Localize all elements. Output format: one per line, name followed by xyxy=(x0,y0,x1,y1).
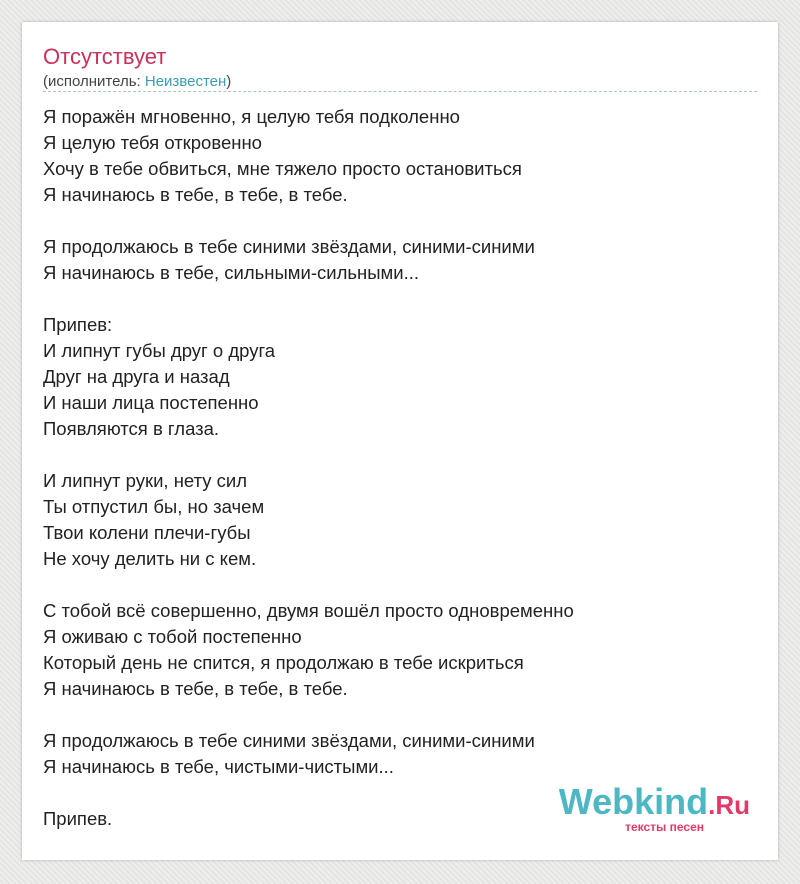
lyric-line: Я начинаюсь в тебе, чистыми-чистыми... xyxy=(43,756,394,777)
lyric-line: Я поражён мгновенно, я целую тебя подколенно xyxy=(43,106,460,127)
lyric-line: Хочу в тебе обвиться, мне тяжело просто остановиться xyxy=(43,158,522,179)
lyric-line: Ты отпустил бы, но зачем xyxy=(43,496,265,517)
lyric-line: Не хочу делить ни с кем. xyxy=(43,548,257,569)
logo-main-text: Webkind xyxy=(558,781,709,822)
lyrics-stanza xyxy=(43,234,757,286)
lyric-line: Появляются в глаза. xyxy=(43,418,220,439)
lyrics-stanza xyxy=(43,468,757,572)
lyric-line: Я начинаюсь в тебе, в тебе, в тебе. xyxy=(43,678,348,699)
lyric-line: И наши лица постепенно xyxy=(43,392,259,413)
song-header xyxy=(43,43,757,92)
song-title: Отсутствует xyxy=(43,44,167,69)
lyrics-stanza xyxy=(43,598,757,702)
lyric-line: Который день не спится, я продолжаю в тебе искриться xyxy=(43,652,524,673)
lyric-line: Я продолжаюсь в тебе синими звёздами, синими-синими xyxy=(43,730,535,751)
artist-link[interactable]: Неизвестен xyxy=(144,73,227,90)
lyric-line: Я оживаю с тобой постепенно xyxy=(43,626,302,647)
artist-prefix: (исполнитель: xyxy=(43,73,145,90)
lyrics-card xyxy=(22,22,778,860)
lyrics-stanza xyxy=(43,728,757,780)
lyric-line: И липнут руки, нету сил xyxy=(43,470,248,491)
logo-tagline: тексты песен xyxy=(625,820,704,834)
logo-suffix-text: .Ru xyxy=(708,790,750,820)
lyric-line: Припев. xyxy=(43,808,113,829)
lyrics-stanza xyxy=(43,312,757,442)
lyric-line: С тобой всё совершенно, двумя вошёл просто одновременно xyxy=(43,600,574,621)
logo-wordmark xyxy=(559,782,750,825)
artist-suffix: ) xyxy=(226,73,232,90)
lyric-line: Я начинаюсь в тебе, сильными-сильными... xyxy=(43,262,419,283)
lyrics-text xyxy=(43,104,757,858)
lyric-line: Друг на друга и назад xyxy=(43,366,230,387)
lyric-line: Припев: xyxy=(43,314,113,335)
lyric-line: И липнут губы друг о друга xyxy=(43,340,276,361)
lyric-line: Я начинаюсь в тебе, в тебе, в тебе. xyxy=(43,184,348,205)
lyrics-stanza xyxy=(43,104,757,208)
lyric-line: Твои колени плечи-губы xyxy=(43,522,251,543)
artist-line xyxy=(43,73,231,91)
webkind-logo[interactable] xyxy=(550,782,750,836)
lyric-line: Я целую тебя откровенно xyxy=(43,132,262,153)
lyric-line: Я продолжаюсь в тебе синими звёздами, синими-синими xyxy=(43,236,535,257)
